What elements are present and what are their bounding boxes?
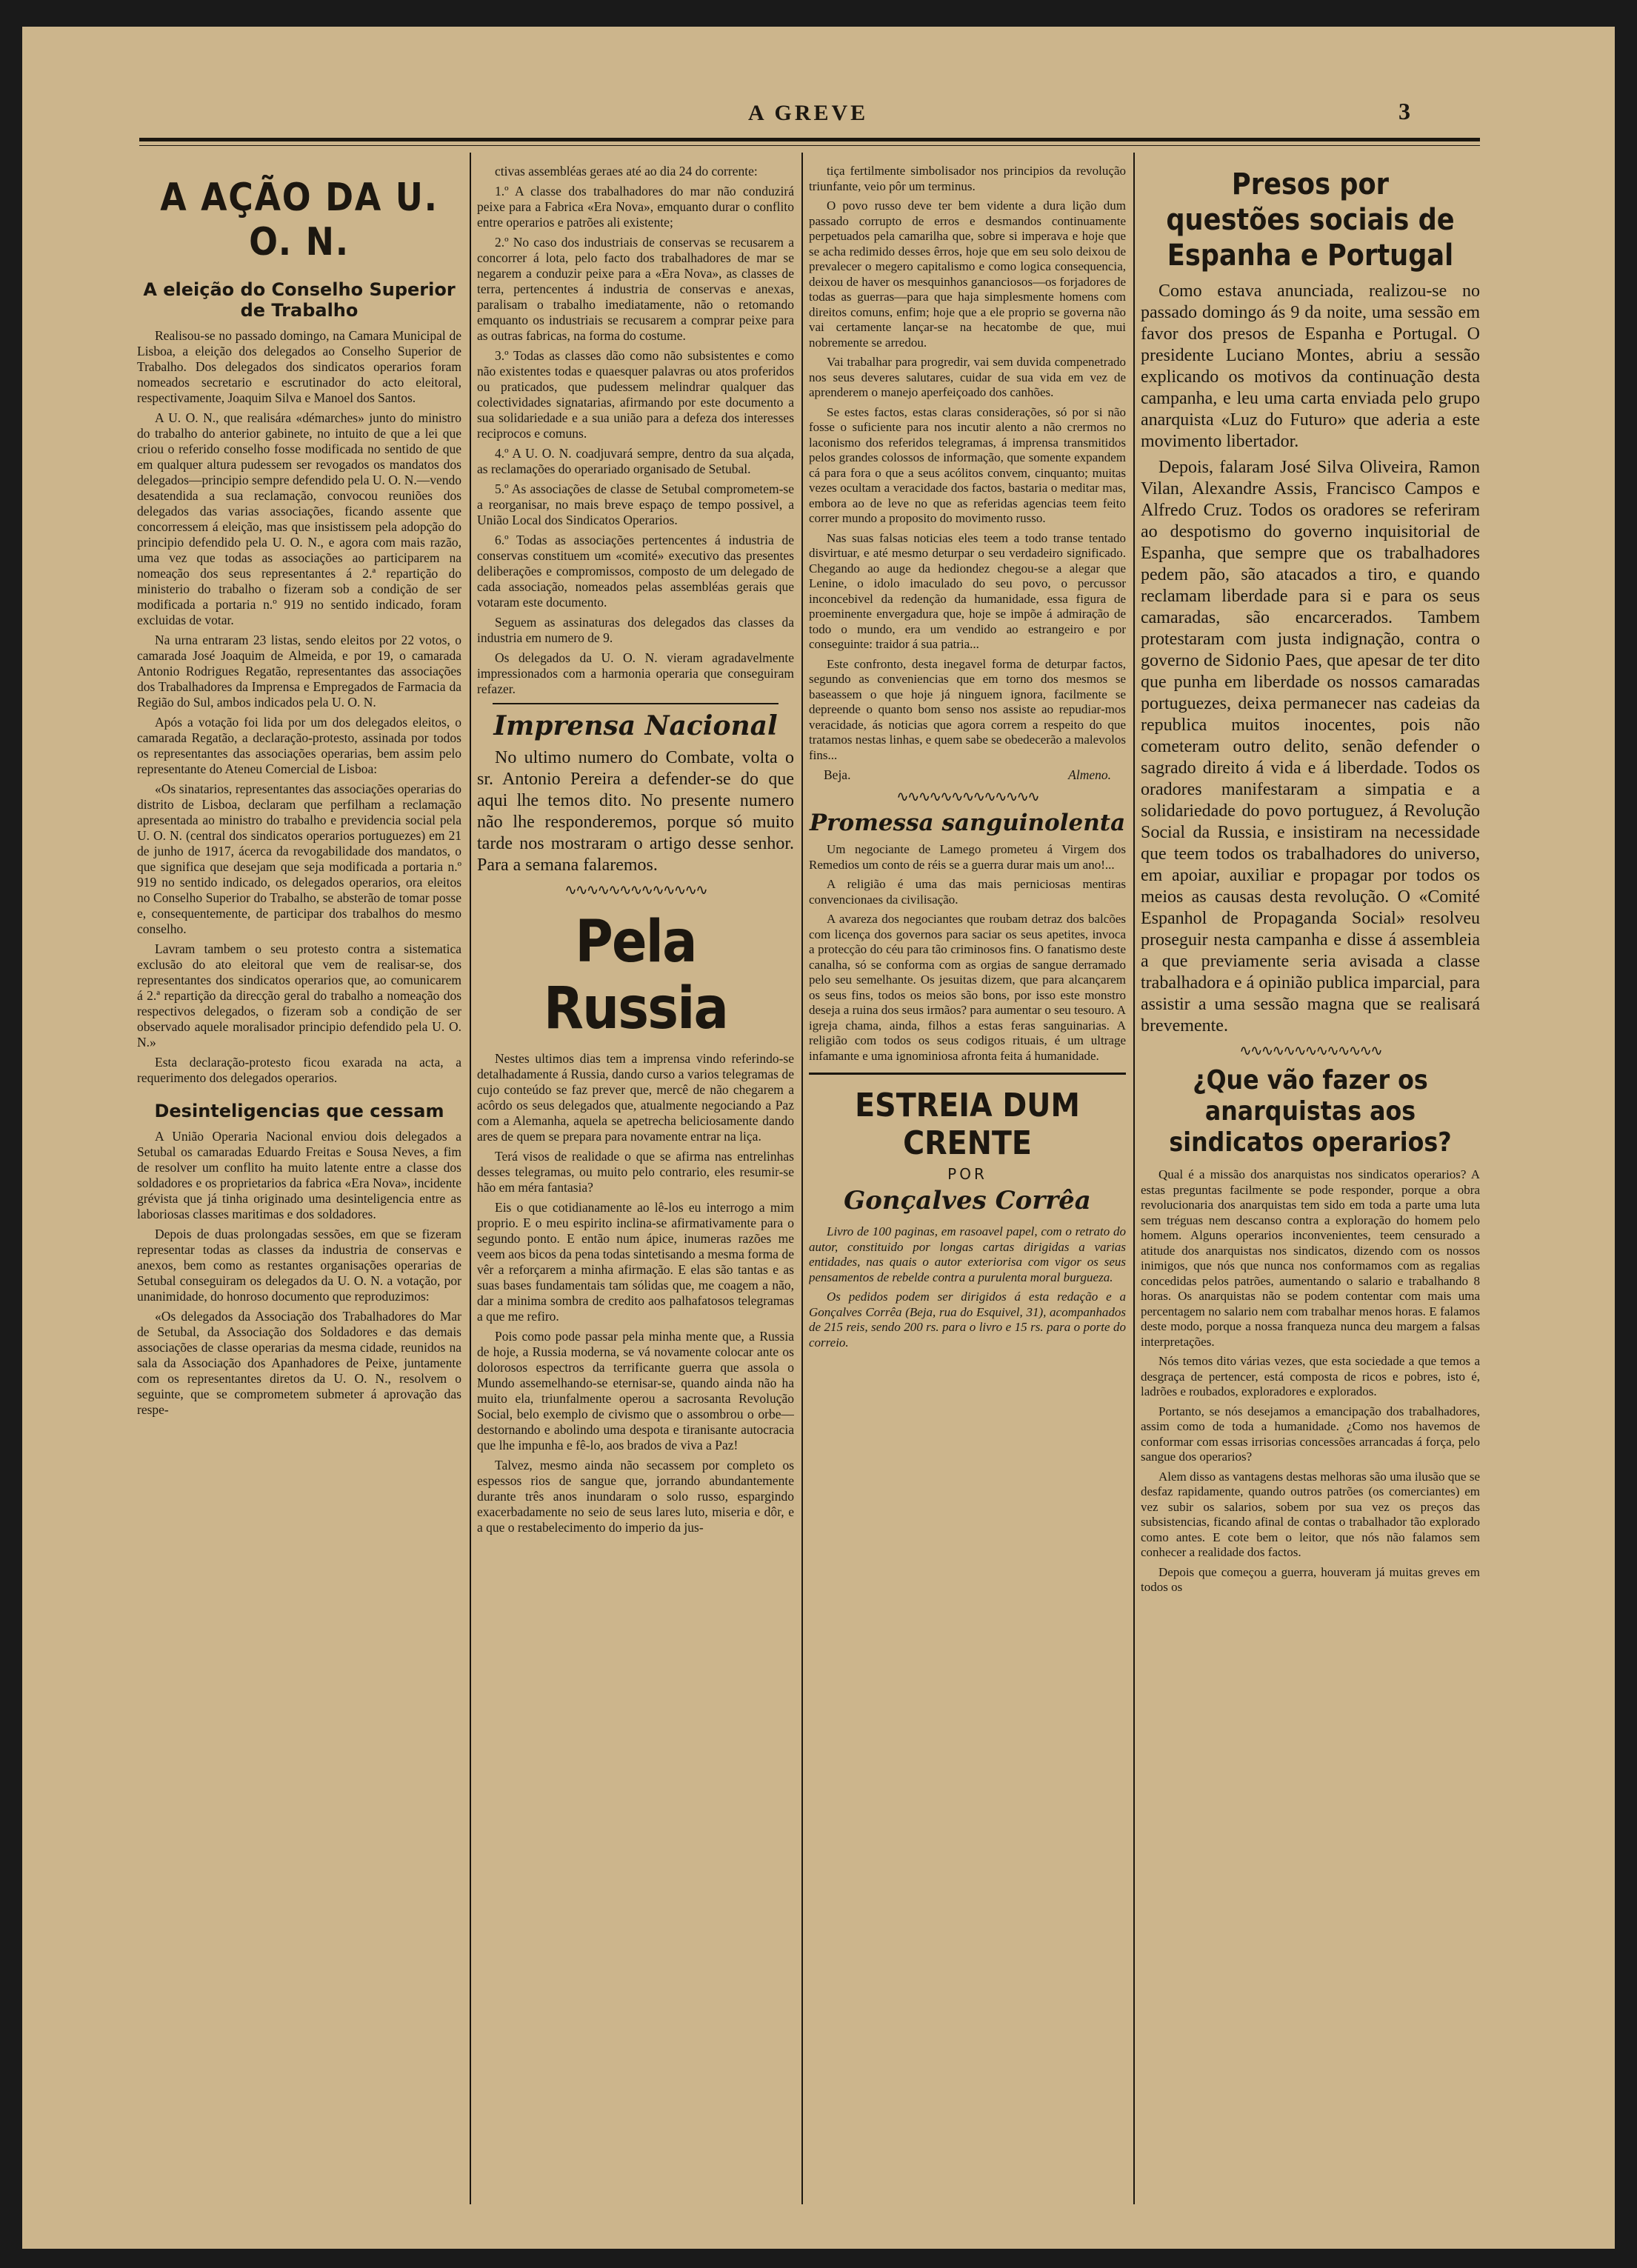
article-paragraph: A religião é uma das mais perniciosas mentiras convencionaes da civilisação. (809, 877, 1126, 907)
article-paragraph: Lavram tambem o seu protesto contra a sistematica exclusão do ato eleitoral que vem de realisar-se, dos representantes dos sindicatos operarios que, ao comunicarem á 2.ª repartição da direcção geral do trabalho a nomeação dos respectivos delegados, o fizeram sob a condição de ser observado aquele moralisador principio defendido pela U. O. N.» (137, 941, 461, 1050)
column-1 (137, 164, 461, 2204)
article-paragraph: Portanto, se nós desejamos a emancipação dos trabalhadores, assim como de toda a humanidade. ¿Como nos havemos de conformar com essas irrisorias concessões arrancadas á força, pelo sangue dos operarios? (1141, 1404, 1480, 1464)
article-paragraph: Vai trabalhar para progredir, vai sem duvida compenetrado nos seus deveres salutares, cuidar de sua vida em vez de aprenderem o manejo aperfeiçoado dos canhões. (809, 355, 1126, 399)
article-paragraph: Seguem as assinaturas dos delegados das classes da industria em numero de 9. (477, 615, 794, 645)
article-paragraph: Eis o que cotidianamente ao lê-los eu interrogo a mim proprio. E o meu espirito inclina-se afirmativamente para o segundo ponto. E então num ápice, inumeras razões me veem aos bicos da pena todas sintetisando a mesma forma de vêr a reforçarem a minha afirmação. E elas são tantas e as suas bases fundamentais tam sólidas que, me coagem a não, dar a minima sombra de credito aos palhafatosos telegramas a que me refiro. (477, 1200, 794, 1324)
subhead-desinteligencias: Desinteligencias que cessam (154, 1101, 444, 1121)
article-signature (809, 767, 1126, 783)
column-3 (809, 164, 1126, 2204)
article-paragraph: Nas suas falsas noticias eles teem a todo transe tentado disvirtuar, e até mesmo deturpar o seu verdadeiro significado. Chegando ao auge da hediondez chegou-se a alegar que Lenine, o idolo imaculado do seu povo, o percussor inconcebivel da redenção da humanidade, essa figura de proeminente envergadura que, hoje se impõe á admiração de todo o mundo, era um vendido ao estrangeiro e por conseguinte: traidor á sua patria... (809, 530, 1126, 651)
article-paragraph: tiça fertilmente simbolisador nos principios da revolução triunfante, veio pôr um terminus. (809, 164, 1126, 193)
newspaper-page (22, 27, 1615, 2249)
article-paragraph: Esta declaração-protesto ficou exarada na acta, a requerimento dos delegados operarios. (137, 1055, 461, 1085)
signature-author: Almeno. (1068, 767, 1111, 782)
headline-que-vao-fazer: ¿Que vão fazer os anarquistas aos sindicatos operarios? (1169, 1065, 1452, 1158)
article-paragraph: Após a votação foi lida por um dos delegados eleitos, o camarada Regatão, a declaração-protesto, assinada por todos os representantes das associações operarias, bem assim pelo representante do Ateneu Comercial de Lisboa: (137, 715, 461, 776)
article-paragraph: 5.º As associações de classe de Setubal comprometem-se a reorganisar, no mais breve espaço de tempo possivel, a União Local dos Sindicatos Operarios. (477, 481, 794, 527)
article-paragraph: Na urna entraram 23 listas, sendo eleitos por 22 votos, o camarada José Joaquim de Almeida, e por 19, o camarada Antonio Rodrigues Regatão, representantes das associações dos Trabalhadores da Imprensa e Empregados de Farmacia da Região do Sul, ambos indicados pela U. O. N. (137, 633, 461, 710)
article-paragraph: Como estava anunciada, realizou-se no passado domingo ás 9 da noite, uma sessão em favor dos presos de Espanha e Portugal. O presidente Luciano Montes, abriu a sessão explicando os motivos da continuação desta campanha, e leu uma carta enviada pelo grupo anarquista «Luz do Futuro» que aderia a este movimento libertador. (1141, 281, 1480, 451)
signature-place: Beja. (824, 767, 851, 782)
article-paragraph: Depois que começou a guerra, houveram já muitas greves em todos os (1141, 1564, 1480, 1594)
article-paragraph: Realisou-se no passado domingo, na Camara Municipal de Lisboa, a eleição dos delegados ao Conselho Superior de Trabalho. Dos delegados dos sindicatos operarios foram nomeados secretario e escrutinador do acto eleitoral, respectivamente, Joaquim Silva e Manoel dos Santos. (137, 328, 461, 405)
article-paragraph: ctivas assembléas geraes até ao dia 24 do corrente: (495, 164, 758, 179)
column-divider (1133, 153, 1135, 2204)
article-paragraph: Este confronto, desta inegavel forma de deturpar factos, segundo as conveniencias que em torno dos mesmos se baseassem o que hoje já ninguem ignora, facilmente se depreende o quanto bom senso nos assiste ao repudiar-mos veracidade, ás noticias que agora correm a respeito do que tratamos nestas linhas, e quem sabe se obedecerão a malevolos fins... (809, 656, 1126, 762)
article-paragraph: A U. O. N., que realisára «démarches» junto do ministro do trabalho do anterior gabinete, no intuito de que a lei que criou o referido conselho fosse modificada no sentido de que em qualquer altura pudessem ser revogados os mandatos dos delegados—principio sempre defendido pela U. O. N.—vendo desatendida a sua reclamação, convocou reuniões dos delegados das varias associações, ficando assente que concorressem á eleição, mas que insistissem pela adopção do principio defendido pela U. O. N., e agora com mais razão, uma vez que todas as associações ao participarem na nomeação dos seus representantes á 2.ª repartição do ministerio do trabalho o fizeram sob a condição de ser modificada a portaria n.º 919 no sentido indicado, foram excluidas de votar. (137, 410, 461, 627)
wavy-divider: ∿∿∿∿∿∿∿∿∿∿∿∿∿ (896, 787, 1038, 805)
column-divider (801, 153, 803, 2204)
article-paragraph: 6.º Todas as associações pertencentes á industria de conservas constituem um «comité» executivo das presentes deliberações e compromissos, composto de um delegado de cada associação, nomeados pelas assembléas gerais que votaram este documento. (477, 533, 794, 610)
column-4 (1141, 164, 1480, 2204)
header-rule-thin (139, 145, 1480, 146)
column-divider (470, 153, 471, 2204)
ad-paragraph: Os pedidos podem ser dirigidos á esta redação e a Gonçalves Corrêa (Beja, rua do Esquivel, 31), acompanhados de 215 reis, sendo 200 rs. para o livro e 15 rs. para o porte do correio. (809, 1290, 1126, 1350)
article-paragraph: A avareza dos negociantes que roubam detraz dos balcões com licença dos governos para saciar os seus apetites, invoca a protecção do céu para tão criminosos fins. O fanatismo deste canalha, só se conforma com as orgias de sangue derramado pelo seu semelhante. Os jesuitas dizem, que para alcançarem os seus fins, todos os meios são bons, por isso este monstro deseja a ruina dos seus irmãos? para aumentar o seu tesouro. A igreja chama, ainda, filhos a estas feras sanguinarias. A religião com todos os seus codigos rituais, é um ultrage infamante e uma ignominiosa afronta feita á humanidade. (809, 912, 1126, 1063)
ad-por: POR (947, 1165, 987, 1183)
article-paragraph: 4.º A U. O. N. coadjuvará sempre, dentro da sua alçada, as reclamações do operariado organisado de Setubal. (477, 446, 794, 476)
article-paragraph: Alem disso as vantagens destas melhoras são uma ilusão que se desfaz rapidamente, quando outros patrões (os comerciantes) em vez subir os salarios, sobem por sua vez os preços das subsistencias, ficando afinal de contas o trabalhador tão explorado como antes. E cote bem o leitor, que nós não falamos sem conhecer a realidade dos factos. (1141, 1469, 1480, 1559)
article-paragraph: O povo russo deve ter bem vidente a dura lição dum passado corrupto de erros e desmandos continuamente perpetuados pela camarilha que, sobre si imperava e hoje que se acha redimido desses êrros, hoje que em seu solo deixou de prevalecer o megero capitalismo e como logica consequencia, deixou de haver os mesquinhos gananciosos—os forjadores de todas as guerras—para que haja simplesmente homens com direitos comuns, enfim; hoje que a ele proprio se governa não vai certamente lançar-se na hecatombe de que, mui nobremente se arredou. (809, 199, 1126, 350)
wavy-divider: ∿∿∿∿∿∿∿∿∿∿∿∿∿ (1239, 1041, 1381, 1059)
article-paragraph: Terá visos de realidade o que se afirma nas entrelinhas desses telegramas, ou muito pelo contrario, eles resumir-se hão em méra fantasia? (477, 1149, 794, 1195)
newspaper-title: A GREVE (748, 101, 869, 125)
article-paragraph: Nestes ultimos dias tem a imprensa vindo referindo-se detalhadamente á Russia, dando curso a varios telegramas de cujo conteúdo se faz prever que, mercê de não chegarem a acôrdo os seus delegados que, atualmente negociando a Paz com a Alemanha, aquela se apetrecha beliciosamente dando ares de quem se prepara para novamente entrar na liça. (477, 1051, 794, 1144)
headline-pela-russia: Pela Russia (543, 909, 728, 1042)
article-paragraph: Pois como pode passar pela minha mente que, a Russia de hoje, a Russia moderna, se vá novamente colocar ante os dolorosos espectros da terrificante guerra que assola o Mundo assemelhando-se eternisar-se, quando ainda não ha muito ela, triunfalmente operou a sacrosanta Revolução Social, belo exemplo de civismo que o assombrou o orbe—destornando e abolindo uma despota e tiranisante autocracia que lhe impunha e fê-lo, aos brados de viva a Paz! (477, 1329, 794, 1452)
headline-estreia: ESTREIA DUM CRENTE (855, 1087, 1080, 1162)
article-paragraph: Depois de duas prolongadas sessões, em que se fizeram representar todas as classes da industria de conservas e anexos, bem como as restantes organisações operarias de Setubal conseguiram os delegados da U. O. N. a votação, por unanimidade, do honroso documento que reproduzimos: (137, 1227, 461, 1304)
article-paragraph: No ultimo numero do Combate, volta o sr. Antonio Pereira a defender-se do que aqui lhe temos dito. No presente numero não lhe responderemos, porque só muito tarde nos mostraram o artigo desse senhor. Para a semana falaremos. (477, 748, 794, 875)
article-paragraph: Os delegados da U. O. N. vieram agradavelmente impressionados com a harmonia operaria que conseguiram refazer. (477, 650, 794, 696)
header-rule (139, 138, 1480, 141)
subhead-eleicao: A eleição do Conselho Superior de Trabalho (143, 279, 456, 321)
page-number: 3 (1398, 98, 1410, 124)
article-paragraph: Talvez, mesmo ainda não secassem por completo os espessos rios de sangue que, jorrando abundantemente durante três anos inundaram o solo russo, espargindo exacerbadamente no seio de seus lares luto, miseria e dôr, e a que o restabelecimento do imperio da jus- (477, 1458, 794, 1535)
article-paragraph: Nós temos dito várias vezes, que esta sociedade a que temos a desgraça de pertencer, está composta de ricos e pobres, isto é, ladrões e roubados, exploradores e explorados. (1141, 1354, 1480, 1398)
article-paragraph: 1.º A classe dos trabalhadores do mar não conduzirá peixe para a Fabrica «Era Nova», emquanto durar o conflito entre operarios e patrões ali existente; (477, 184, 794, 230)
article-paragraph: Depois, falaram José Silva Oliveira, Ramon Vilan, Alexandre Assis, Francisco Campos e Alfredo Cruz. Todos os oradores se referiram ao despotismo do governo inquisitorial de Espanha, que sempre que os trabalhadores pedem pão, são atacados a tiro, e quando reclamam liberdade para si e para os seus camaradas, são encarcerados. Tambem protestaram com justa indignação, contra o governo de Sidonio Paes, que apesar de ter dito que punha em liberdade os nossos camaradas portuguezes, deixa permanecer nas cadeias da republica muitos inocentes, pois não cometeram outro delito, senão defender o sagrado direito á vida e á liberdade. Todos os oradores manifestaram a simpatia e a solidariedade do povo portuguez, á Revolução Social da Russia, e insistiram na necessidade que teem todos os trabalhadores do universo, em apoiar, auxiliar e propagar por todos os meios as causas desta revolução. O «Comité Espanhol de Propaganda Social» resolveu proseguir nesta campanha e disse á assembleia a que previamente seria avisada a classe trabalhadora e á opinião publica imparcial, para assistir a uma sessão magna que se realisará brevemente. (1141, 458, 1480, 1035)
headline-presos: Presos por questões sociais de Espanha e Portugal (1166, 167, 1455, 273)
headline-imprensa-nacional: Imprensa Nacional (493, 710, 778, 741)
article-paragraph: Qual é a missão dos anarquistas nos sindicatos operarios? A estas preguntas facilmente se pode responder, porque a obra revolucionaria dos anarquistas tem sido em toda a parte uma luta sem tréguas nem descanso contra a exploração do homem pelo homem. Alguns operarios inconvenientes, teem censurado a atitude dos anarquistas nos sindicatos, dizendo com os nossos inimigos, que nós que nunca nos conformamos com as regalias concedidas pelos patrões, aumentando o salario e trabalhando 8 horas. Os anarquistas não se podem contentar com mais uma percentagem no salario nem com trabalhar menos horas. E falamos deste modo, porque a nossa franqueza nunca deu margem a falsas interpretações. (1141, 1167, 1480, 1349)
article-paragraph: Se estes factos, estas claras considerações, só por si não fosse o suficiente para nos incutir alento a não crermos no laconismo dos referidos telegramas, á imprensa transmitidos pelos grandes colossos de informação, que somente expandem cá para fora o que a seus acólitos convem, cinquanto; muitas vezes ocultam a veracidade dos factos, bastaria o meditar mas, embora ao de leve no que as referidas agencias teem feito correr mundo a proposito do movimento russo. (809, 404, 1126, 525)
wavy-divider: ∿∿∿∿∿∿∿∿∿∿∿∿∿ (564, 881, 707, 898)
headline-promessa: Promessa sanguinolenta (809, 810, 1126, 836)
article-paragraph: «Os sinatarios, representantes das associações operarias do distrito de Lisboa, declaram que perfilham a reclamação apresentada ao ministro do trabalho e previdencia social pela U. O. N. (central dos sindicatos operarios portuguezes) em 21 de junho de 1917, ácerca da revogabilidade dos mandatos, o que significa que desejam que seja modificada a portaria n.º 919 no sentido indicado, os delegados operarios, ora eleitos no Conselho Superior do Trabalho, se absterão de tomar posse e, consequentemente, de participar dos trabalhos do mesmo conselho. (137, 781, 461, 936)
article-paragraph: «Os delegados da Associação dos Trabalhadores do Mar de Setubal, da Associação dos Soldadores e das demais associações de classe operarias da mesma cidade, reunidos na sala da Associação dos Apanhadores de Peixe, juntamente com os representantes diretos da U. O. N., resolvem o seguinte, que se comprometem submeter á aprovação das respe- (137, 1309, 461, 1417)
book-advertisement (809, 1073, 1126, 1350)
headline-acao-uon: A AÇÃO DA U. O. N. (160, 176, 439, 264)
article-paragraph: 2.º No caso dos industriais de conservas se recusarem a concorrer á lota, pelo facto dos trabalhadores de mar se negarem a conduzir peixe para a «Era Nova», as classes de terra, pertencentes á industria de conservas e anexas, paralisam o trabalho imediatamente, não o retomando emquanto os industriais se recusarem a comprar peixe para as outras fabricas, na forma do costume. (477, 235, 794, 343)
section-rule (493, 703, 778, 704)
ad-author: Gonçalves Corrêa (844, 1186, 1091, 1215)
article-paragraph: A União Operaria Nacional enviou dois delegados a Setubal os camaradas Eduardo Freitas e Sousa Neves, a fim de resolver um conflito ha muito latente entre a classe dos soldadores e os proprietarios da fabrica «Era Nova», incidente grévista que já tinha originado uma desinteligencia entre as laboriosas classes maritimas e dos soldadores. (137, 1129, 461, 1221)
ad-paragraph: Livro de 100 paginas, em rasoavel papel, com o retrato do autor, constituido por longas cartas dirigidas a varias entidades, nas quais o autor exteriorisa com vigor os seus pensamentos de rebelde contra a purulenta moral burgueza. (809, 1224, 1126, 1284)
column-2 (477, 164, 794, 2204)
article-paragraph: 3.º Todas as classes dão como não subsistentes e como não existentes todas e quaesquer palavras ou atos proferidos ou praticados, que pudessem melindrar qualquer das colectividades signatarias, afirmando por este documento a sua solidariedade e a sua união para a defeza dos interesses reciprocos e comuns. (477, 348, 794, 441)
article-paragraph: Um negociante de Lamego prometeu á Virgem dos Remedios um conto de réis se a guerra durar mais um ano!... (809, 842, 1126, 872)
